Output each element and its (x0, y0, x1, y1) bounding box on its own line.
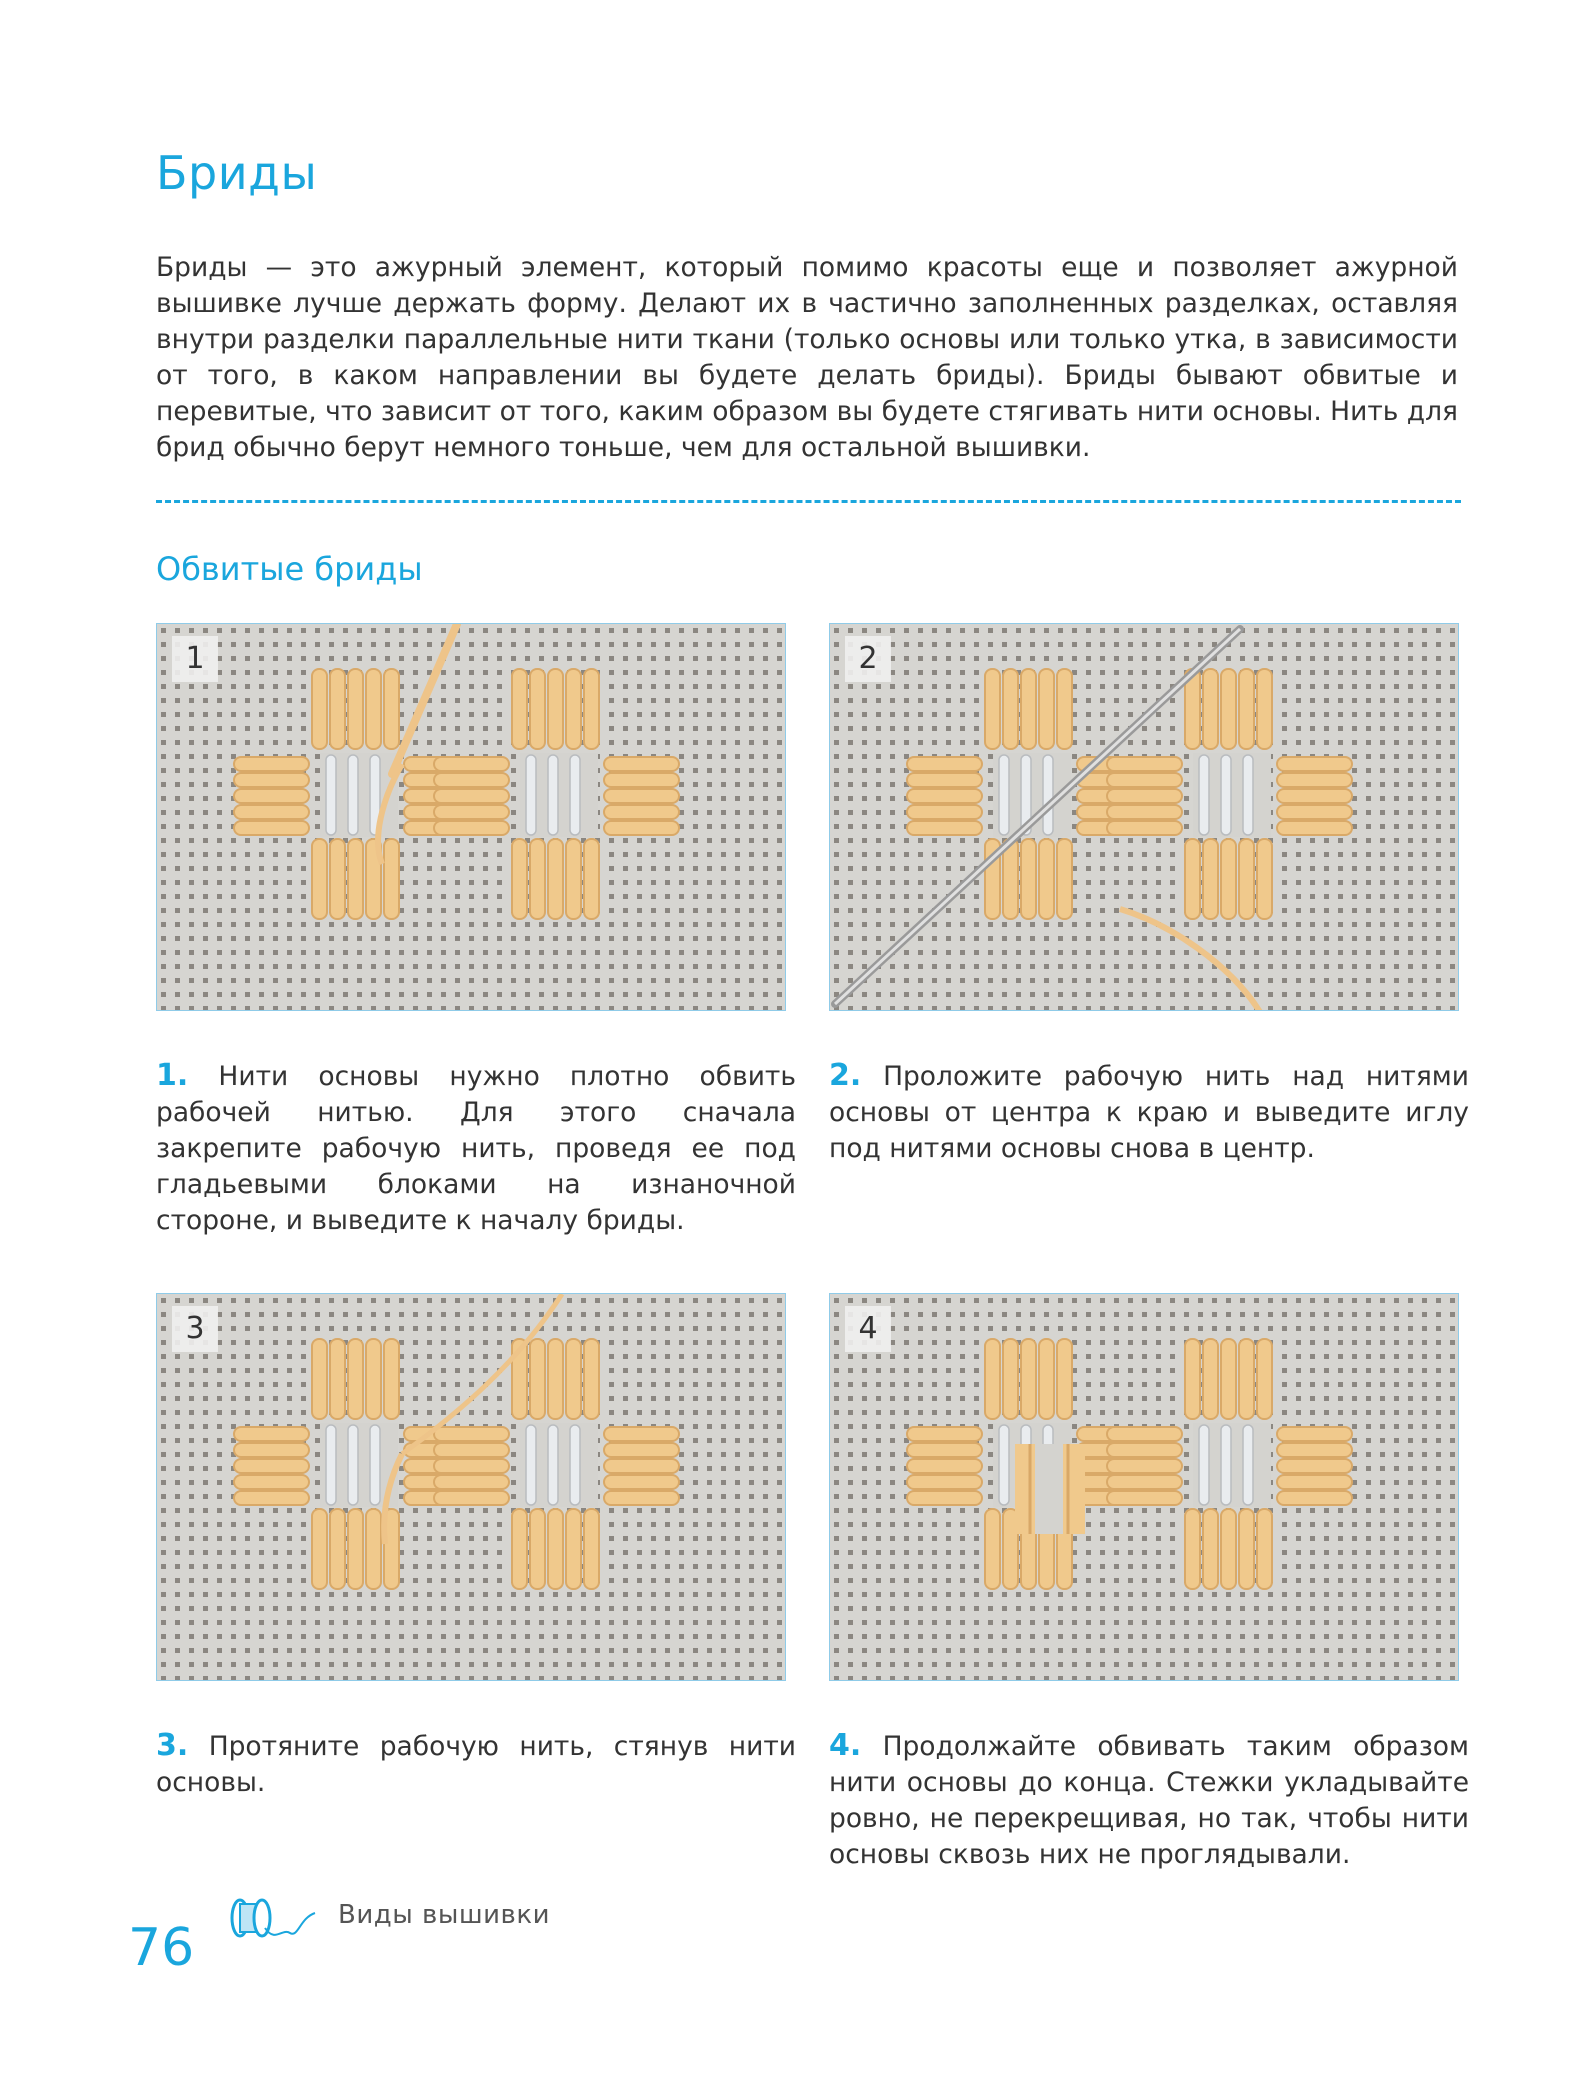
section-name: Виды вышивки (338, 1900, 550, 1930)
step-text: Протяните рабочую нить, стянув нити основы. (156, 1731, 796, 1798)
step-badge: 3 (172, 1306, 218, 1352)
step-4-caption (829, 1728, 1469, 1873)
section-subtitle: Обвитые бриды (156, 550, 423, 588)
step-text: Нити основы нужно плотно обвить рабочей нитью. Для этого сначала закрепите рабочую нить, проведя ее под гладьевыми блоками на изнаночной стороне, и выведите к началу бриды. (156, 1061, 796, 1236)
step-badge: 1 (172, 636, 218, 682)
page-title: Бриды (156, 146, 318, 200)
step-text: Продолжайте обвивать таким образом нити основы до конца. Стежки укладывайте ровно, не перекрещивая, но так, чтобы нити основы сквозь них не проглядывали. (829, 1731, 1469, 1870)
step-2-caption (829, 1058, 1469, 1167)
step-badge: 4 (845, 1306, 891, 1352)
embroidery-illustration (157, 624, 786, 1011)
step-3-caption (156, 1728, 796, 1801)
step-badge: 2 (845, 636, 891, 682)
step-number: 2. (829, 1058, 862, 1093)
spool-icon (220, 1888, 320, 1948)
intro-paragraph: Бриды — это ажурный элемент, который помимо красоты еще и позволяет ажурной вышивке лучше держать форму. Делают их в частично заполненных разделках, оставляя внутри разделки параллельные нити ткани (только основы или только утка, в зависимости от того, в каком направлении вы будете делать бриды). Бриды бывают обвитые и перевитые, что зависит от того, каким образом вы будете стягивать нити основы. Нить для брид обычно берут немного тоньше, чем для остальной вышивки. (156, 252, 1458, 463)
step-number: 4. (829, 1728, 862, 1763)
embroidery-illustration (830, 1294, 1459, 1681)
page-number: 76 (128, 1918, 195, 1978)
dashed-divider (156, 500, 1461, 503)
step-number: 3. (156, 1728, 189, 1763)
step-text: Проложите рабочую нить над нитями основы от центра к краю и выведите иглу под нитями основы снова в центр. (829, 1061, 1469, 1164)
step-2-photo (829, 623, 1459, 1011)
embroidery-illustration (830, 624, 1459, 1011)
step-1-caption (156, 1058, 796, 1239)
step-3-photo (156, 1293, 786, 1681)
step-4-photo (829, 1293, 1459, 1681)
step-1-photo (156, 623, 786, 1011)
embroidery-illustration (157, 1294, 786, 1681)
step-number: 1. (156, 1058, 189, 1093)
